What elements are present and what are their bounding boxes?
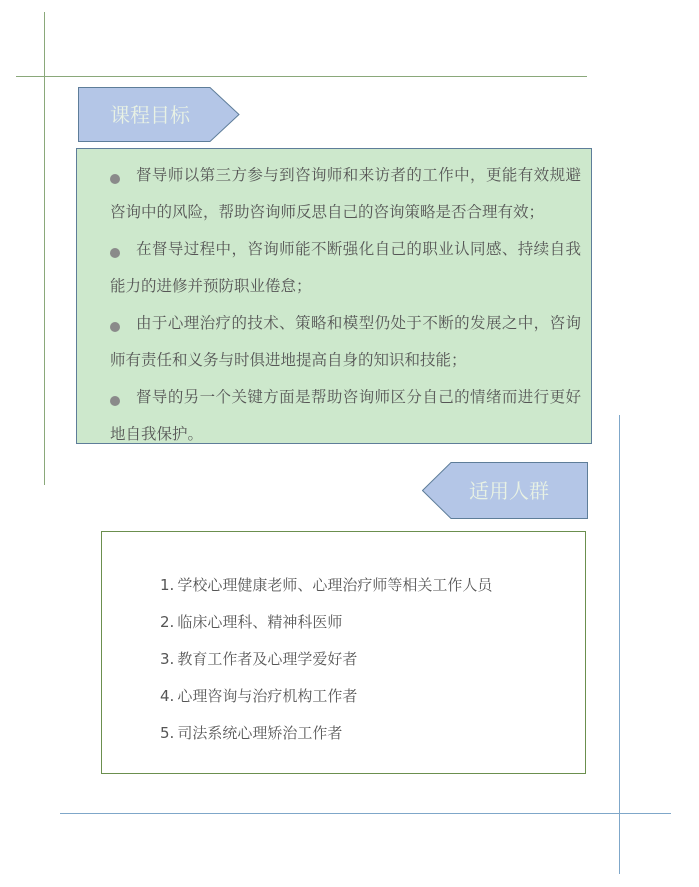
audience-item-text: 教育工作者及心理学爱好者 [177,650,358,668]
audience-item-text: 心理咨询与治疗机构工作者 [177,687,358,705]
audience-list-item [160,641,585,678]
goal-item [110,231,581,305]
goal-text: 在督导过程中，咨询师能不断强化自己的职业认同感、持续自我能力的进修并预防职业倦怠； [110,240,581,295]
goal-text: 督导师以第三方参与到咨询师和来访者的工作中，更能有效规避咨询中的风险，帮助咨询师反思自己的咨询策略是否合理有效； [110,166,581,221]
audience-list-item [160,678,585,715]
audience-item-text: 临床心理科、精神科医师 [177,613,343,631]
course-goals-box [76,148,592,444]
top-left-vertical-rule [44,12,45,485]
goal-text: 由于心理治疗的技术、策略和模型仍处于不断的发展之中，咨询师有责任和义务与时俱进地提高自身的知识和技能； [110,314,581,369]
audience-item-number: 5. [160,724,175,742]
audience-list-item [160,567,585,604]
audience-list-item [160,604,585,641]
bullet-icon [110,396,120,406]
bottom-horizontal-rule [60,813,671,814]
audience-item-text: 学校心理健康老师、心理治疗师等相关工作人员 [177,576,493,594]
audience-item-text: 司法系统心理矫治工作者 [177,724,343,742]
right-vertical-rule [619,415,620,874]
course-goals-title: 课程目标 [110,102,190,127]
audience-item-number: 4. [160,687,175,705]
bullet-icon [110,248,120,258]
target-audience-box [101,531,586,774]
goal-item [110,305,581,379]
audience-item-number: 3. [160,650,175,668]
bullet-icon [110,174,120,184]
audience-list-item [160,715,585,752]
course-goals-tag [78,87,240,142]
target-audience-tag [422,462,588,519]
audience-item-number: 1. [160,576,175,594]
goal-text: 督导的另一个关键方面是帮助咨询师区分自己的情绪而进行更好地自我保护。 [110,388,581,443]
goal-item [110,157,581,231]
target-audience-title: 适用人群 [469,478,549,503]
top-horizontal-rule [16,76,587,77]
audience-item-number: 2. [160,613,175,631]
goal-item [110,379,581,453]
bullet-icon [110,322,120,332]
